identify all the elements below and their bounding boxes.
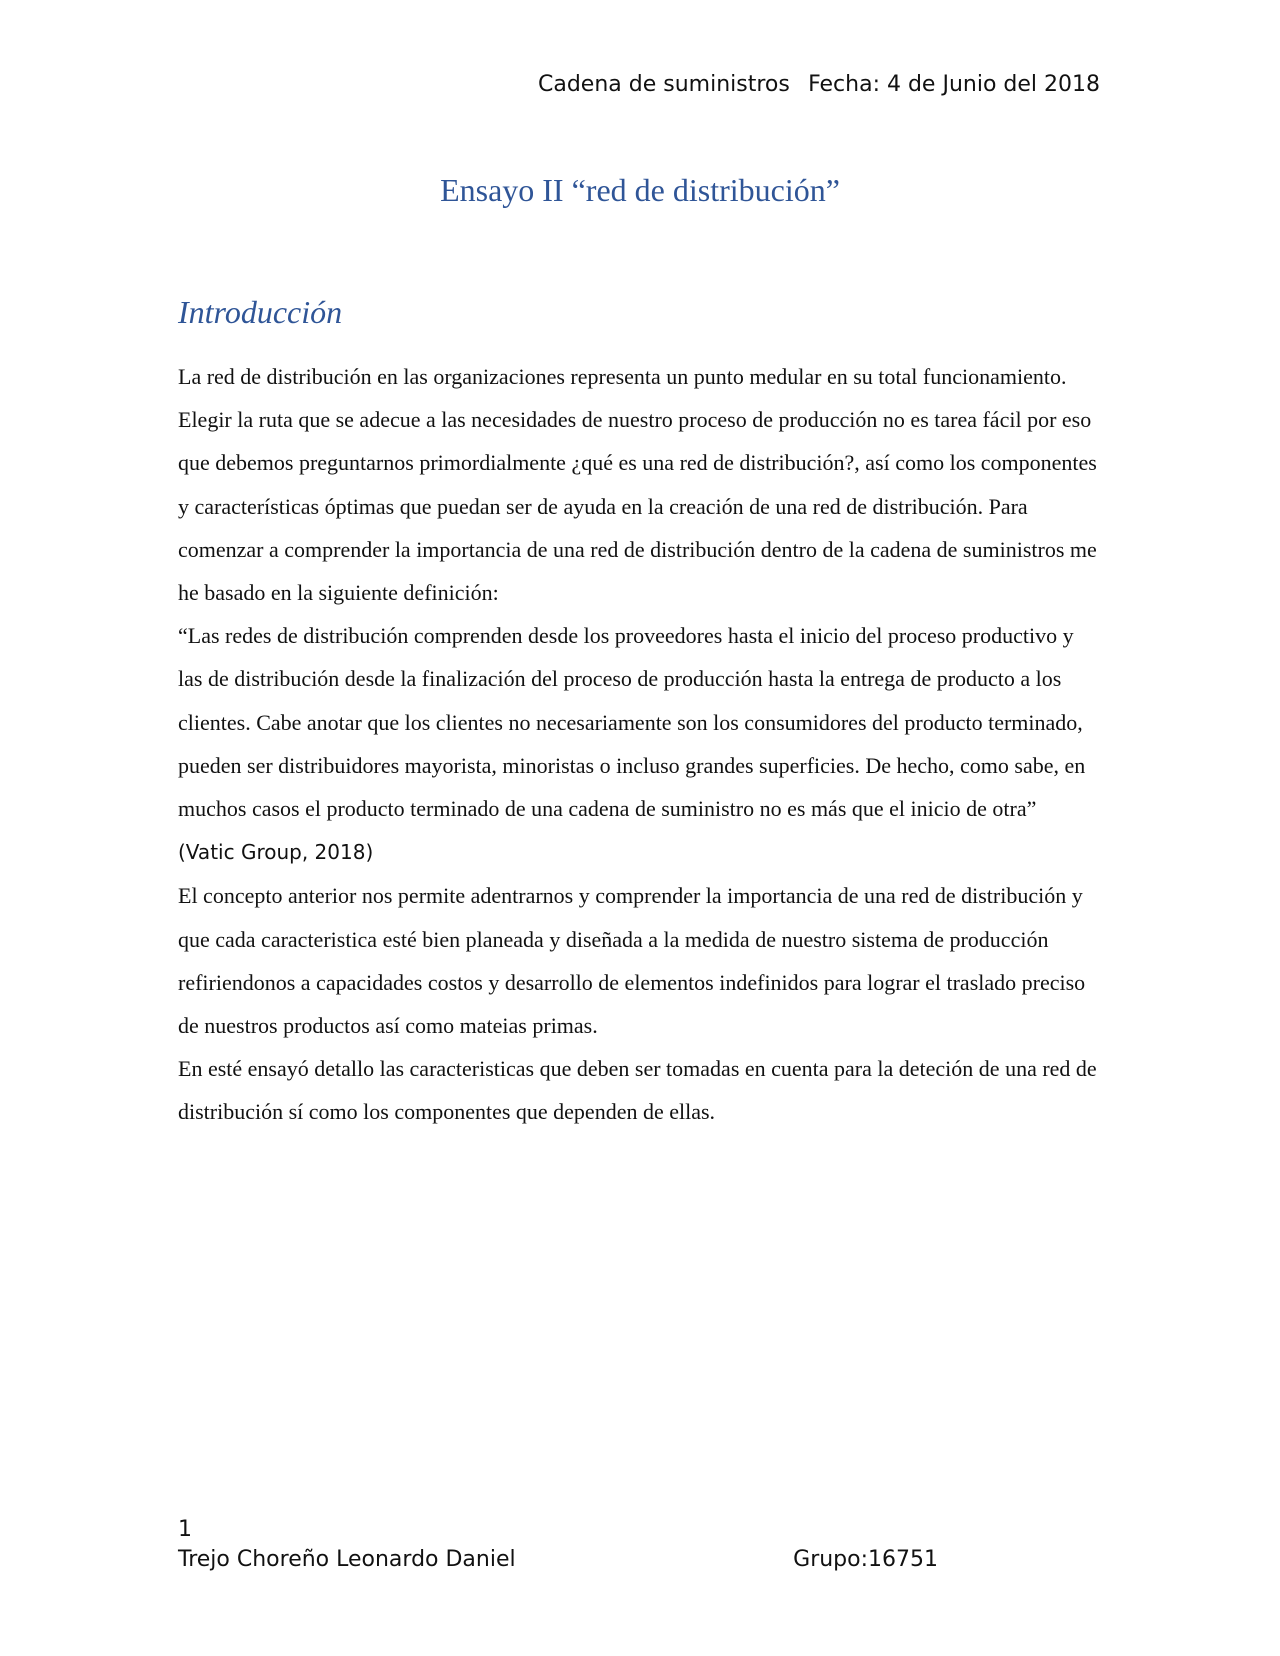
section-heading: Introducción (178, 294, 343, 330)
paragraph-intro: La red de distribución en las organizaciones representa un punto medular en su total funcionamiento. Elegir la ruta que se adecue a las necesidades de nuestro proceso de producción no es tarea fácil por eso que debemos preguntarnos primordialmente ¿qué es una red de distribución?, así como los componentes y características óptimas que puedan ser de ayuda en la creación de una red de distribución. Para comenzar a comprender la importancia de una red de distribución dentro de la cadena de suministros me he basado en la siguiente definición: (178, 364, 1097, 606)
footer-row (178, 1545, 938, 1575)
page-header (538, 72, 1100, 97)
footer-group: Grupo:16751 (793, 1547, 938, 1572)
header-course: Cadena de suministros (538, 72, 790, 97)
page-number: 1 (178, 1517, 192, 1542)
quote-citation: (Vatic Group, 2018) (178, 840, 374, 865)
page-footer (178, 1515, 938, 1575)
header-date: Fecha: 4 de Junio del 2018 (808, 72, 1100, 97)
paragraph-concept: El concepto anterior nos permite adentrarnos y comprender la importancia de una red de distribución y que cada caracteristica esté bien planeada y diseñada a la medida de nuestro sistema de producción refiriendonos a capacidades costos y desarrollo de elementos indefinidos para lograr el traslado preciso de nuestros productos así como mateias primas. (178, 883, 1086, 1039)
footer-author: Trejo Choreño Leonardo Daniel (178, 1547, 516, 1572)
paragraph-essay-scope: En esté ensayó detallo las caracteristicas que deben ser tomadas en cuenta para la deteción de una red de distribución sí como los componentes que dependen de ellas. (178, 1056, 1097, 1125)
document-title: Ensayo II “red de distribución” (440, 172, 840, 208)
paragraph-quote (178, 614, 1098, 874)
document-body (178, 355, 1098, 1134)
quote-text: “Las redes de distribución comprenden desde los proveedores hasta el inicio del proceso productivo y las de distribución desde la finalización del proceso de producción hasta la entrega de producto a los clientes. Cabe anotar que los clientes no necesariamente son los consumidores del producto terminado, pueden ser distribuidores mayorista, minoristas o incluso grandes superficies. De hecho, como sabe, en muchos casos el producto terminado de una cadena de suministro no es más que el inicio de otra” (178, 623, 1086, 822)
